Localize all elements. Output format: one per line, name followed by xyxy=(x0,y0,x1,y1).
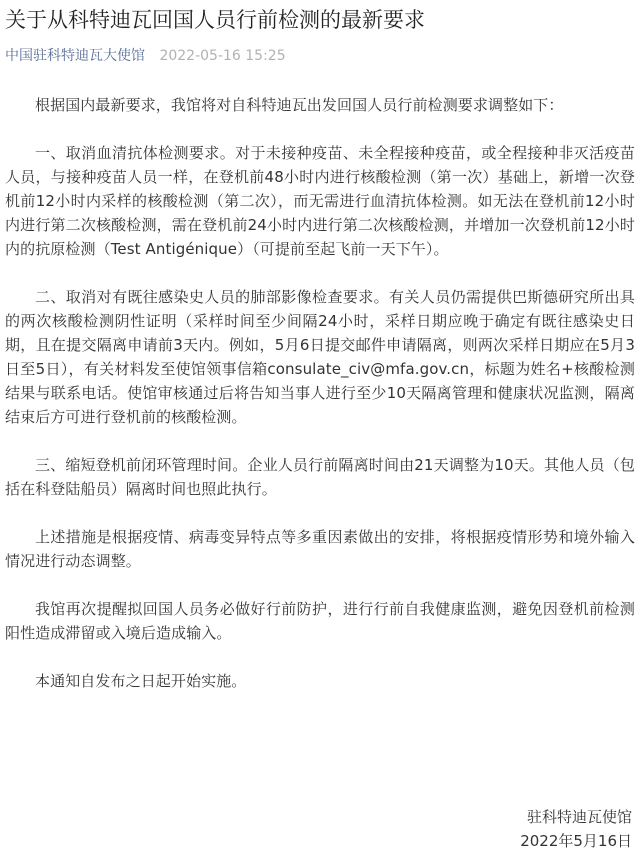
article-title: 关于从科特迪瓦回国人员行前检测的最新要求 xyxy=(5,8,425,32)
paragraph-reminder: 我馆再次提醒拟回国人员务必做好行前防护，进行行前自我健康监测，避免因登机前检测阳性造成滞留或入境后造成输入。 xyxy=(5,600,635,642)
signature-org: 驻科特迪瓦使馆 xyxy=(526,808,632,826)
paragraph-closed-loop: 三、缩短登机前闭环管理时间。企业人员行前隔离时间由21天调整为10天。其他人员（包括在科登陆船员）隔离时间也照此执行。 xyxy=(5,456,635,498)
signature-block xyxy=(520,805,632,853)
author-link[interactable]: 中国驻科特迪瓦大使馆 xyxy=(5,48,145,64)
publish-time: 2022-05-16 15:25 xyxy=(159,48,286,64)
article-body xyxy=(5,93,635,717)
article-meta xyxy=(5,46,286,66)
paragraph-effective: 本通知自发布之日起开始实施。 xyxy=(35,672,247,690)
signature-date: 2022年5月16日 xyxy=(520,832,632,850)
paragraph-lung-imaging: 二、取消对有既往感染史人员的肺部影像检查要求。有关人员仍需提供巴斯德研究所出具的两次核酸检测阴性证明（采样时间至少间隔24小时，采样日期应晚于确定有既往感染史日期，且在提交隔离申请前3天内。例如，5月6日提交邮件申请隔离，则两次采样日期应在5月3日至5日），有关材料发至使馆领事信箱consulate_civ@mfa.gov.cn，标题为姓名+核酸检测结果与联系电话。使馆审核通过后将告知当事人进行至少10天隔离管理和健康状况监测，隔离结束后方可进行登机前的核酸检测。 xyxy=(5,288,635,426)
paragraph-measures: 上述措施是根据疫情、病毒变异特点等多重因素做出的安排，将根据疫情形势和境外输入情况进行动态调整。 xyxy=(5,528,635,570)
paragraph-antibody-test: 一、取消血清抗体检测要求。对于未接种疫苗、未全程接种疫苗，或全程接种非灭活疫苗人员，与接种疫苗人员一样，在登机前48小时内进行核酸检测（第一次）基础上，新增一次登机前12小时内采样的核酸检测（第二次），而无需进行血清抗体检测。如无法在登机前12小时内进行第二次核酸检测，需在登机前24小时内进行第二次核酸检测，并增加一次登机前12小时内的抗原检测（Test Antigénique）（可提前至起飞前一天下午）。 xyxy=(5,144,635,258)
intro-paragraph: 根据国内最新要求，我馆将对自科特迪瓦出发回国人员行前检测要求调整如下： xyxy=(35,96,564,114)
